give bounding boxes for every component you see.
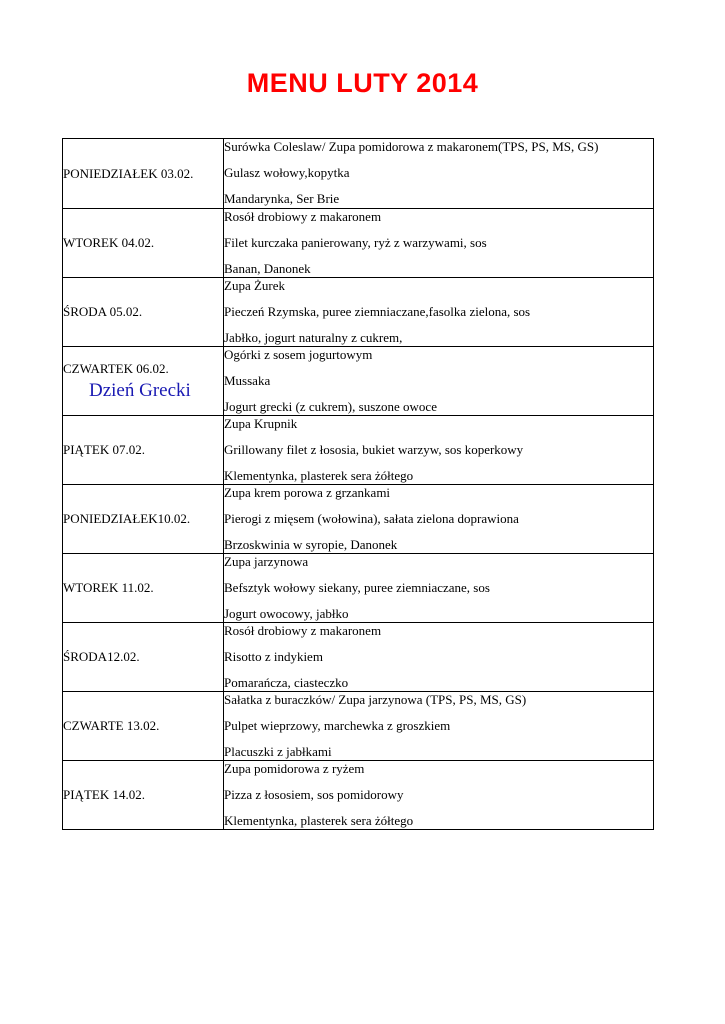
- day-label: WTOREK 11.02.: [63, 580, 154, 595]
- day-label: PIĄTEK 07.02.: [63, 442, 145, 457]
- meals-cell: [224, 761, 654, 830]
- meals-cell: [224, 554, 654, 623]
- meals-cell: [224, 209, 654, 278]
- meal-item: Filet kurczaka panierowany, ryż z warzywami, sos: [224, 235, 487, 250]
- meal-item: Grillowany filet z łososia, bukiet warzyw, sos koperkowy: [224, 442, 524, 457]
- meal-item: Gulasz wołowy,kopytka: [224, 165, 350, 180]
- meal-item: Jogurt grecki (z cukrem), suszone owoce: [224, 399, 437, 414]
- day-cell: [63, 278, 224, 347]
- day-label: CZWARTE 13.02.: [63, 718, 160, 733]
- table-row: [63, 485, 654, 554]
- day-label: PONIEDZIAŁEK10.02.: [63, 511, 191, 526]
- meal-item: Rosół drobiowy z makaronem: [224, 209, 382, 224]
- day-cell: [63, 554, 224, 623]
- day-label: WTOREK 04.02.: [63, 235, 155, 250]
- meal-item: Zupa pomidorowa z ryżem: [224, 761, 365, 776]
- meal-item: Pieczeń Rzymska, puree ziemniaczane,fasolka zielona, sos: [224, 304, 531, 319]
- day-label: PONIEDZIAŁEK 03.02.: [63, 165, 194, 181]
- meal-item: Brzoskwinia w syropie, Danonek: [224, 537, 398, 552]
- day-cell: [63, 347, 224, 416]
- meal-item: Zupa krem porowa z grzankami: [224, 485, 391, 500]
- theme-day-label: Dzień Grecki: [89, 379, 191, 401]
- meal-item: Befsztyk wołowy siekany, puree ziemniaczane, sos: [224, 580, 490, 595]
- table-row: [63, 761, 654, 830]
- meal-item: Pierogi z mięsem (wołowina), sałata zielona doprawiona: [224, 511, 519, 526]
- meal-item: Klementynka, plasterek sera żółtego: [224, 468, 414, 483]
- table-row: [63, 554, 654, 623]
- table-row: [63, 416, 654, 485]
- table-row: [63, 347, 654, 416]
- meals-cell: [224, 347, 654, 416]
- page-title: MENU LUTY 2014: [246, 68, 479, 98]
- meals-cell: [224, 139, 654, 209]
- day-cell: [63, 761, 224, 830]
- meal-item: Zupa jarzynowa: [224, 554, 309, 569]
- meals-cell: [224, 692, 654, 761]
- meal-item: Surówka Coleslaw/ Zupa pomidorowa z makaronem(TPS, PS, MS, GS): [224, 139, 599, 154]
- meal-item: Ogórki z sosem jogurtowym: [224, 347, 373, 362]
- meals-cell: [224, 485, 654, 554]
- meals-cell: [224, 416, 654, 485]
- meal-item: Jogurt owocowy, jabłko: [224, 606, 349, 621]
- table-row: [63, 623, 654, 692]
- meal-item: Klementynka, plasterek sera żółtego: [224, 813, 414, 828]
- meal-item: Placuszki z jabłkami: [224, 744, 332, 759]
- day-label: CZWARTEK 06.02.: [63, 360, 169, 376]
- table-row: [63, 209, 654, 278]
- day-cell: [63, 416, 224, 485]
- meals-cell: [224, 623, 654, 692]
- day-cell: [63, 485, 224, 554]
- meal-item: Pizza z łososiem, sos pomidorowy: [224, 787, 404, 802]
- day-cell: [63, 209, 224, 278]
- meals-cell: [224, 278, 654, 347]
- meal-item: Mandarynka, Ser Brie: [224, 191, 340, 206]
- table-row: [63, 278, 654, 347]
- menu-table: [62, 138, 654, 830]
- table-row: [63, 692, 654, 761]
- meal-item: Mussaka: [224, 373, 271, 388]
- day-label: ŚRODA 05.02.: [63, 304, 143, 319]
- day-cell: [63, 623, 224, 692]
- meal-item: Zupa Żurek: [224, 278, 286, 293]
- meal-item: Jabłko, jogurt naturalny z cukrem,: [224, 330, 403, 345]
- table-row: [63, 139, 654, 209]
- day-cell: [63, 139, 224, 209]
- day-cell: [63, 692, 224, 761]
- day-label: PIĄTEK 14.02.: [63, 787, 145, 802]
- meal-item: Pulpet wieprzowy, marchewka z groszkiem: [224, 718, 451, 733]
- meal-item: Zupa Krupnik: [224, 416, 298, 431]
- day-label: ŚRODA12.02.: [63, 649, 140, 664]
- meal-item: Risotto z indykiem: [224, 649, 323, 664]
- meal-item: Banan, Danonek: [224, 261, 311, 276]
- meal-item: Rosół drobiowy z makaronem: [224, 623, 382, 638]
- meal-item: Pomarańcza, ciasteczko: [224, 675, 349, 690]
- meal-item: Sałatka z buraczków/ Zupa jarzynowa (TPS, PS, MS, GS): [224, 692, 527, 707]
